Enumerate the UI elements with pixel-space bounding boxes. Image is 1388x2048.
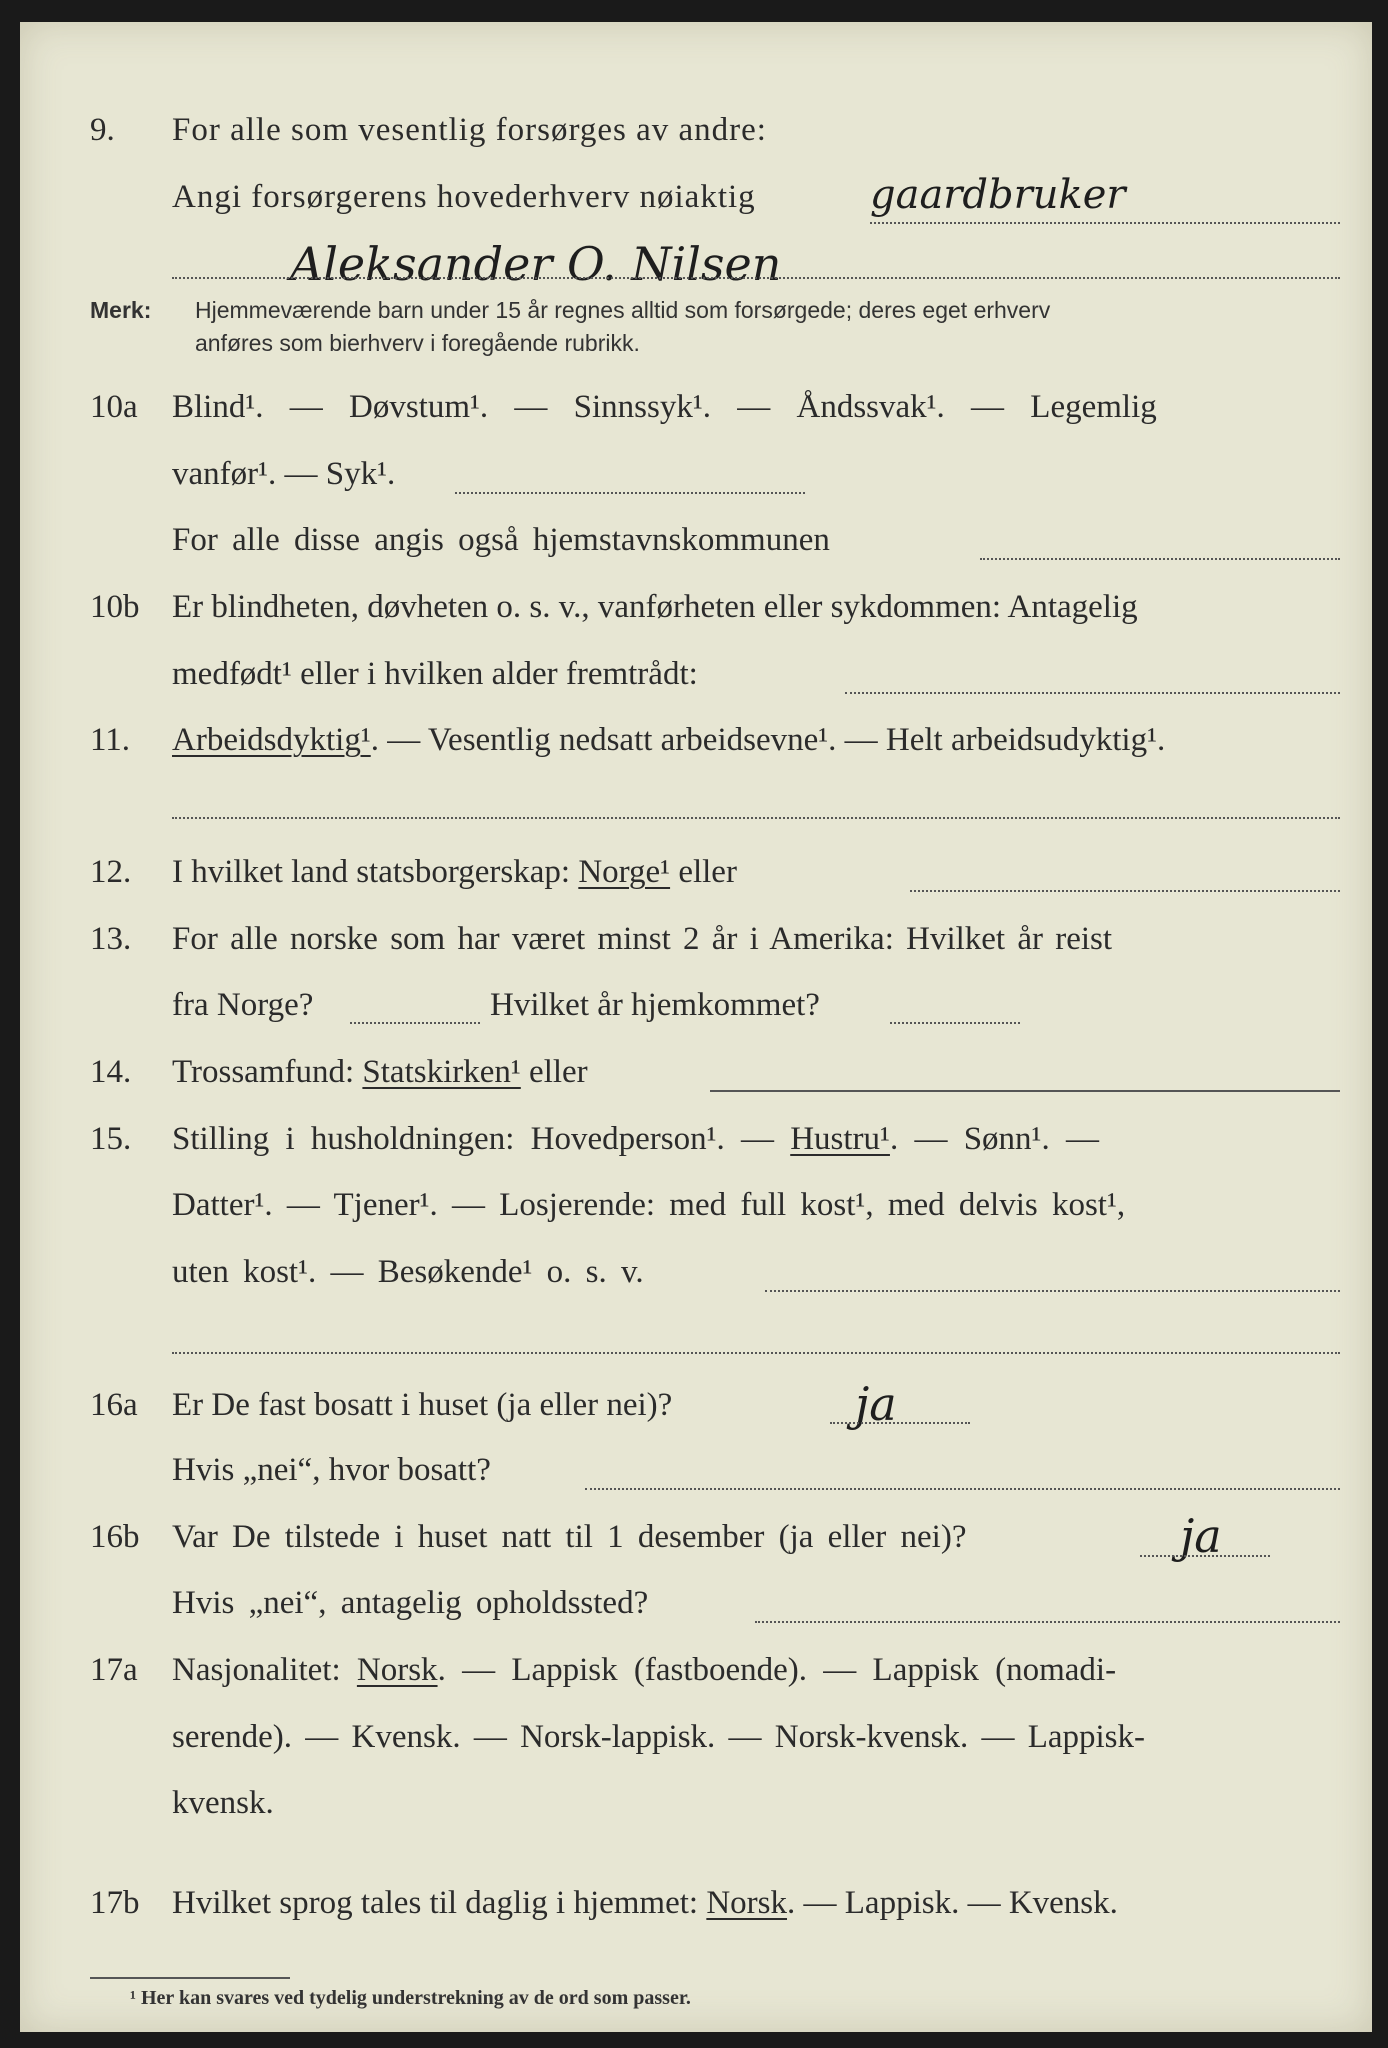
q16a-text-1: Er De fast bosatt i huset (ja eller nei)? [172, 1387, 673, 1423]
q16a-answer-line [830, 1422, 970, 1424]
merk-text-2: anføres som bierhverv i foregående rubrikk. [195, 330, 640, 356]
merk-label: Merk: [90, 297, 152, 323]
q14-option-statskirken: Statskirken¹ [362, 1054, 521, 1090]
q17a-text-1 [172, 1650, 1116, 1690]
q12-text [172, 852, 737, 892]
q9-text-2: Angi forsørgerens hovederhverv nøiaktig [172, 179, 756, 215]
q17b-option-norsk: Norsk [706, 1885, 788, 1921]
q9-answer-occupation: gaardbruker [870, 172, 1126, 218]
q17a-option-norsk: Norsk [356, 1652, 438, 1688]
q16b-text-1: Var De tilstede i huset natt til 1 desember (ja eller nei)? [172, 1519, 967, 1555]
q9-answer-line-2 [172, 277, 1340, 279]
q10b-text-1: Er blindheten, døvheten o. s. v., vanførheten eller sykdommen: Antagelig [172, 589, 1138, 625]
q11-number: 11. [90, 722, 131, 758]
q12-option-norge: Norge¹ [578, 854, 671, 890]
q10a-text-3: For alle disse angis også hjemstavnskommunen [172, 522, 830, 558]
q16a-number: 16a [90, 1387, 138, 1423]
census-form-page [20, 22, 1372, 2032]
q16b-answer: ja [1180, 1509, 1222, 1563]
q17a-text-3: kvensk. [172, 1785, 274, 1821]
q17a-pre: Nasjonalitet: [172, 1652, 341, 1688]
q11-option-arbeidsdyktig: Arbeidsdyktig¹ [172, 722, 371, 758]
q16b-text-2: Hvis „nei“, antagelig opholdssted? [172, 1585, 649, 1621]
q15-pre: Stilling i husholdningen: Hovedperson¹. — [172, 1121, 774, 1157]
q15-number: 15. [90, 1121, 132, 1157]
q17a-number: 17a [90, 1652, 138, 1688]
q10a-kommune-line [980, 558, 1340, 560]
q10b-number: 10b [90, 589, 140, 625]
q17b-post: . — Lappisk. — Kvensk. [787, 1885, 1118, 1921]
q13-year-return-line [890, 1022, 1020, 1024]
q16b-number: 16b [90, 1519, 140, 1555]
q13-number: 13. [90, 921, 132, 957]
merk-text-1: Hjemmeværende barn under 15 år regnes alltid som forsørgede; deres eget erhverv [195, 297, 1051, 323]
q10b-answer-line [845, 692, 1340, 694]
q17b-pre: Hvilket sprog tales til daglig i hjemmet: [172, 1885, 699, 1921]
q15-post: . — Sønn¹. — [889, 1121, 1099, 1157]
q11-text [172, 720, 1165, 760]
q14-post: eller [529, 1054, 588, 1090]
q15-text-1 [172, 1119, 1099, 1159]
q10a-number: 10a [90, 389, 138, 425]
q9-answer-name: Aleksander O. Nilsen [290, 237, 782, 291]
q10a-text-1: Blind¹. — Døvstum¹. — Sinnssyk¹. — Åndssvak¹. — Legemlig [172, 389, 1157, 425]
q17b-text [172, 1883, 1118, 1923]
q13-year-left-line [350, 1022, 480, 1024]
q17a-post: . — Lappisk (fastboende). — Lappisk (nomadi- [437, 1652, 1117, 1688]
q15-answer-line-2 [172, 1352, 1340, 1354]
q9-text-1: For alle som vesentlig forsørges av andre: [172, 112, 767, 148]
q10a-answer-line [455, 492, 805, 494]
q17a-text-2: serende). — Kvensk. — Norsk-lappisk. — Norsk-kvensk. — Lappisk- [172, 1719, 1146, 1755]
q14-number: 14. [90, 1054, 132, 1090]
q14-pre: Trossamfund: [172, 1054, 355, 1090]
q15-answer-line [765, 1290, 1340, 1292]
q11-rest: . — Vesentlig nedsatt arbeidsevne¹. — Helt arbeidsudyktig¹. [370, 722, 1166, 758]
q16a-answer: ja [855, 1377, 897, 1431]
footnote: ¹ Her kan svares ved tydelig understrekning av de ord som passer. [130, 1987, 691, 2009]
q9-number: 9. [90, 112, 115, 148]
q16b-opphold-line [755, 1621, 1340, 1623]
q16a-text-2: Hvis „nei“, hvor bosatt? [172, 1452, 491, 1488]
q12-number: 12. [90, 854, 132, 890]
q11-answer-line [172, 817, 1340, 819]
q14-text [172, 1052, 588, 1092]
q16a-bosatt-line [585, 1488, 1340, 1490]
q12-post: eller [678, 854, 737, 890]
q15-text-2: Datter¹. — Tjener¹. — Losjerende: med full kost¹, med delvis kost¹, [172, 1187, 1126, 1223]
q14-answer-line [710, 1090, 1340, 1092]
q15-text-3: uten kost¹. — Besøkende¹ o. s. v. [172, 1254, 644, 1290]
q9-answer-line-1 [870, 222, 1340, 224]
q13-text-1: For alle norske som har været minst 2 år i Amerika: Hvilket år reist [172, 921, 1113, 957]
q17b-number: 17b [90, 1885, 140, 1921]
q15-option-hustru: Hustru¹ [790, 1121, 890, 1157]
footnote-rule [90, 1977, 290, 1979]
q10b-text-2: medfødt¹ eller i hvilken alder fremtrådt: [172, 656, 698, 692]
q13-text-2b: Hvilket år hjemkommet? [490, 987, 820, 1023]
q10a-text-2: vanfør¹. — Syk¹. [172, 456, 396, 492]
q12-answer-line [910, 890, 1340, 892]
q13-text-2a: fra Norge? [172, 987, 314, 1023]
q16b-answer-line [1140, 1555, 1270, 1557]
q12-pre: I hvilket land statsborgerskap: [172, 854, 571, 890]
